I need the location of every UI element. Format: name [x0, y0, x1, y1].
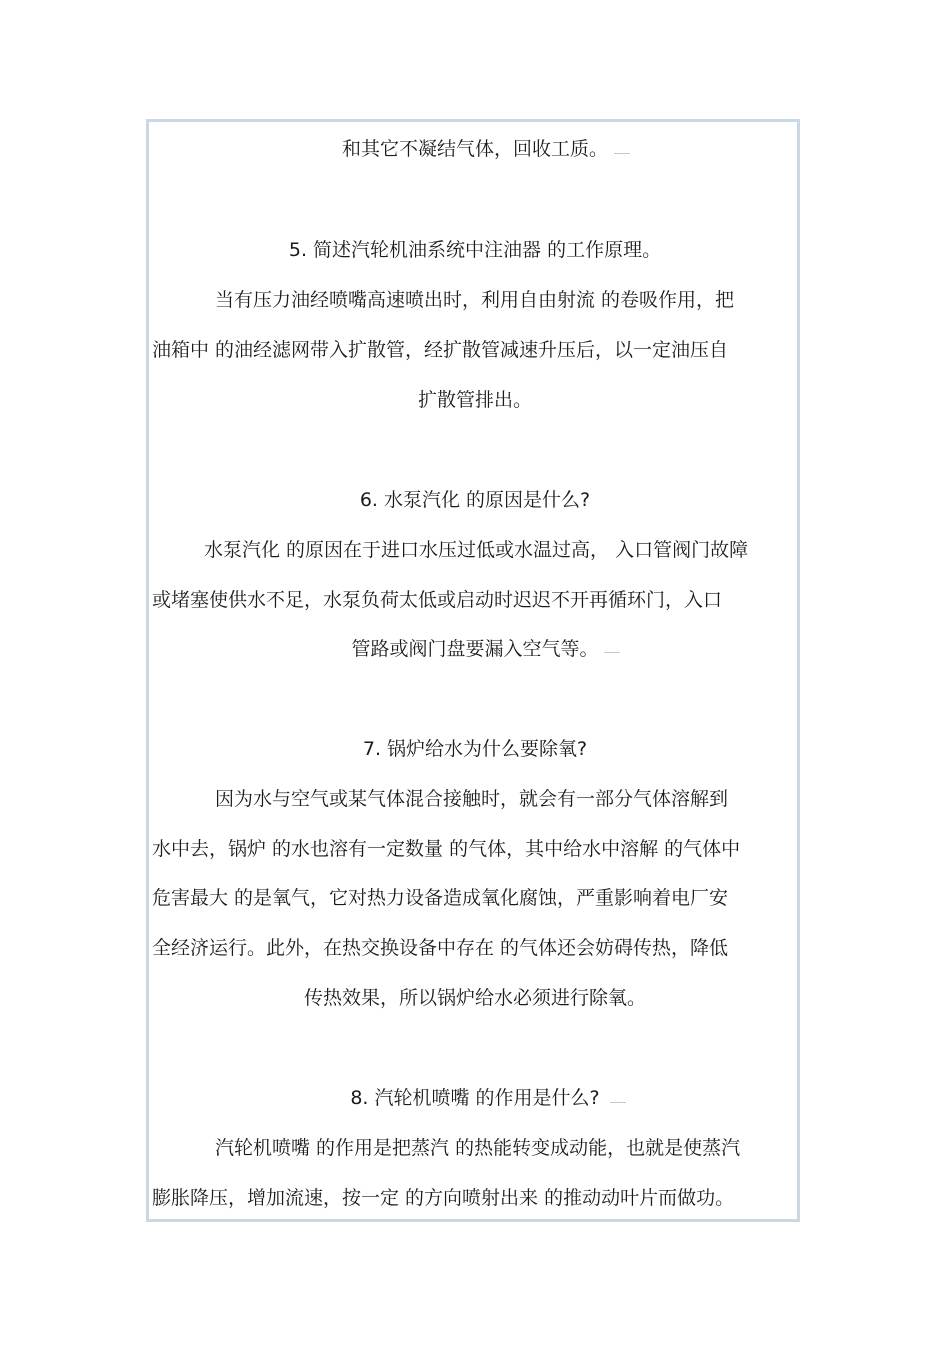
text-line-1: 和其它不凝结气体，回收工质。 [341, 138, 608, 160]
text-line-answer-7-d: 全经济运行。此外，在热交换设备中存在 的气体还会妨碍传热，降低 [152, 937, 729, 959]
text-line-answer-7-a: 因为水与空气或某气体混合接触时，就会有一部分气体溶解到 [215, 788, 729, 810]
text-line-answer-5-b: 油箱中 的油经滤网带入扩散管，经扩散管减速升压后，以一定油压自 [152, 339, 729, 361]
heading-question-8: 8. 汽轮机喷嘴 的作用是什么? [350, 1087, 600, 1109]
text-line-answer-8-a: 汽轮机喷嘴 的作用是把蒸汽 的热能转变成动能，也就是使蒸汽 [215, 1137, 741, 1159]
text-line-answer-6-b: 或堵塞使供水不足，水泵负荷太低或启动时迟迟不开再循环门，入口 [152, 589, 723, 611]
text-line-answer-7-b: 水中去，锅炉 的水也溶有一定数量 的气体，其中给水中溶解 的气体中 [152, 838, 741, 860]
heading-question-5: 5. 简述汽轮机油系统中注油器 的工作原理。 [288, 239, 662, 261]
text-line-answer-7-c: 危害最大 的是氧气，它对热力设备造成氧化腐蚀，严重影响着电厂安 [152, 887, 729, 909]
scan-mark [610, 1102, 626, 1103]
text-line-answer-8-b: 膨胀降压，增加流速，按一定 的方向喷射出来 的推动动叶片而做功。 [152, 1187, 735, 1209]
text-line-answer-5-a: 当有压力油经喷嘴高速喷出时，利用自由射流 的卷吸作用，把 [215, 289, 735, 311]
heading-question-7: 7. 锅炉给水为什么要除氧? [362, 738, 588, 760]
scan-mark [604, 652, 620, 653]
content-frame [146, 119, 800, 1222]
heading-question-6: 6. 水泵汽化 的原因是什么? [359, 489, 591, 511]
text-line-answer-7-e: 传热效果，所以锅炉给水必须进行除氧。 [303, 987, 646, 1009]
text-line-answer-6-a: 水泵汽化 的原因在于进口水压过低或水温过高， 入口管阀门故障 [204, 539, 749, 561]
scan-mark [614, 153, 630, 154]
text-line-answer-5-c: 扩散管排出。 [417, 389, 532, 411]
text-line-answer-6-c: 管路或阀门盘要漏入空气等。 [351, 638, 599, 660]
